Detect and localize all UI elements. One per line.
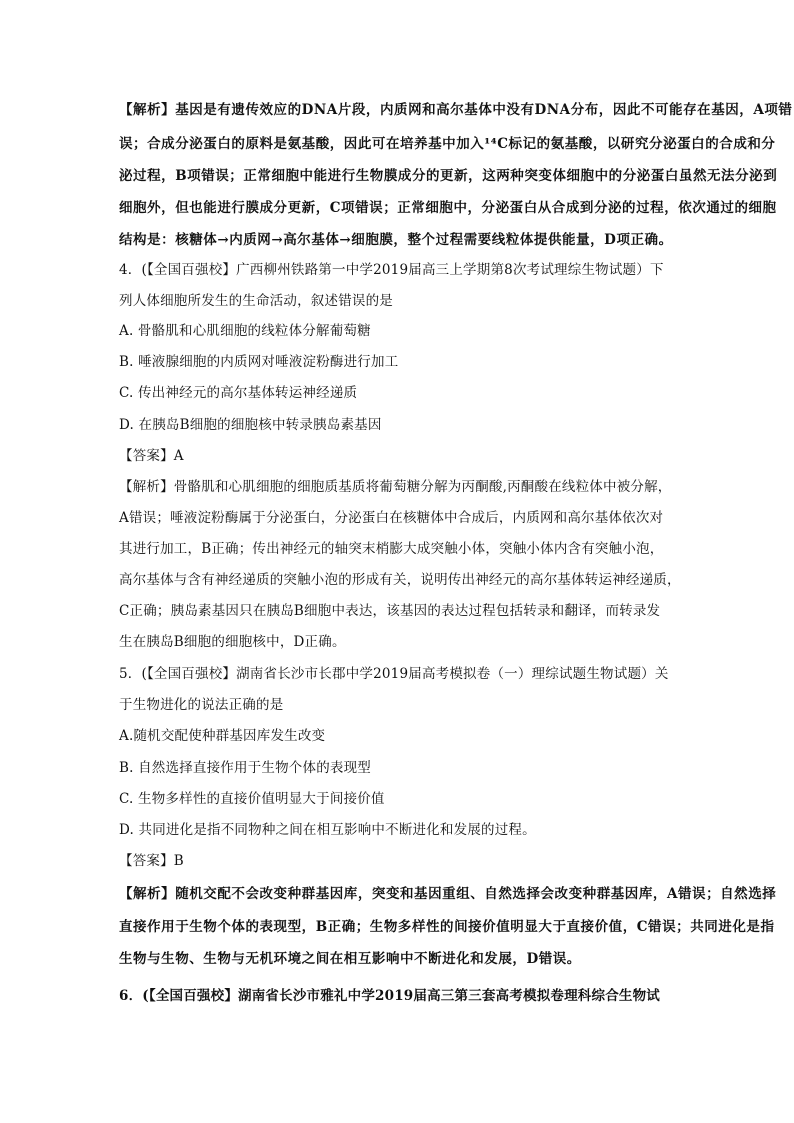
q4-analysis-line-5: C正确；胰岛素基因只在胰岛B细胞中表达，该基因的表达过程包括转录和翻译，而转录发 bbox=[119, 603, 661, 619]
q4-analysis-line-4: 高尔基体与含有神经递质的突触小泡的形成有关，说明传出神经元的高尔基体转运神经递质， bbox=[119, 572, 681, 588]
q3-analysis-line-3: 泌过程，B项错误；正常细胞中能进行生物膜成分的更新，这两种突变体细胞中的分泌蛋白虽然无法分泌到 bbox=[119, 168, 778, 184]
q4-stem-line-2: 列人体细胞所发生的生命活动，叙述错误的是 bbox=[119, 293, 393, 309]
q4-option-c: C. 传出神经元的高尔基体转运神经递质 bbox=[119, 385, 358, 401]
q4-stem-line-1: 4．(【全国百强校】广西柳州铁路第一中学2019届高三上学期第8次考试理综生物试题）下 bbox=[119, 262, 664, 278]
q3-analysis-line-1: 【解析】基因是有遗传效应的DNA片段，内质网和高尔基体中没有DNA分布，因此不可能存在基因，A项错 bbox=[119, 102, 793, 118]
q4-option-a: A. 骨骼肌和心肌细胞的线粒体分解葡萄糖 bbox=[119, 323, 371, 339]
q3-analysis-line-2: 误；合成分泌蛋白的原料是氨基酸，因此可在培养基中加入¹⁴C标记的氨基酸，以研究分泌蛋白的合成和分 bbox=[119, 136, 776, 152]
q4-analysis-line-2: A错误；唾液淀粉酶属于分泌蛋白，分泌蛋白在核糖体中合成后，内质网和高尔基体依次对 bbox=[119, 510, 664, 526]
q4-analysis-line-1: 【解析】骨骼肌和心肌细胞的细胞质基质将葡萄糖分解为丙酮酸,丙酮酸在线粒体中被分解， bbox=[119, 479, 672, 495]
q5-option-d: D. 共同进化是指不同物种之间在相互影响中不断进化和发展的过程。 bbox=[119, 822, 536, 838]
q4-analysis-line-3: 其进行加工，B正确；传出神经元的轴突末梢膨大成突触小体，突触小体内含有突触小泡， bbox=[119, 541, 664, 557]
q3-analysis-line-4: 细胞外，但也能进行膜成分更新，C项错误；正常细胞中，分泌蛋白从合成到分泌的过程，依次通过的细胞 bbox=[119, 200, 777, 216]
q6-stem-line-1: 6．(【全国百强校】湖南省长沙市雅礼中学2019届高三第三套高考模拟卷理科综合生物试 bbox=[119, 988, 661, 1004]
q3-analysis-line-5: 结构是：核糖体→内质网→高尔基体→细胞膜，整个过程需要线粒体提供能量，D项正确。 bbox=[119, 232, 673, 248]
q5-analysis-line-1: 【解析】随机交配不会改变种群基因库，突变和基因重组、自然选择会改变种群基因库，A错误；自然选择 bbox=[119, 886, 777, 902]
q5-stem-line-2: 于生物进化的说法正确的是 bbox=[119, 697, 284, 713]
q5-analysis-line-2: 直接作用于生物个体的表现型，B正确；生物多样性的间接价值明显大于直接价值，C错误；共同进化是指 bbox=[119, 919, 775, 935]
q5-option-a: A.随机交配使种群基因库发生改变 bbox=[119, 728, 326, 744]
q5-stem-line-1: 5．(【全国百强校】湖南省长沙市长郡中学2019届高考模拟卷（一）理综试题生物试题）关 bbox=[119, 666, 669, 682]
q5-option-b: B. 自然选择直接作用于生物个体的表现型 bbox=[119, 760, 372, 776]
q5-analysis-line-3: 生物与生物、生物与无机环境之间在相互影响中不断进化和发展，D错误。 bbox=[119, 951, 581, 967]
q4-option-d: D. 在胰岛B细胞的细胞核中转录胰岛素基因 bbox=[119, 417, 382, 433]
q4-answer: 【答案】A bbox=[119, 448, 184, 464]
q5-answer: 【答案】B bbox=[119, 853, 184, 869]
q4-analysis-line-6: 生在胰岛B细胞的细胞核中，D正确。 bbox=[119, 634, 346, 650]
q4-option-b: B. 唾液腺细胞的内质网对唾液淀粉酶进行加工 bbox=[119, 354, 399, 370]
q5-option-c: C. 生物多样性的直接价值明显大于间接价值 bbox=[119, 791, 385, 807]
